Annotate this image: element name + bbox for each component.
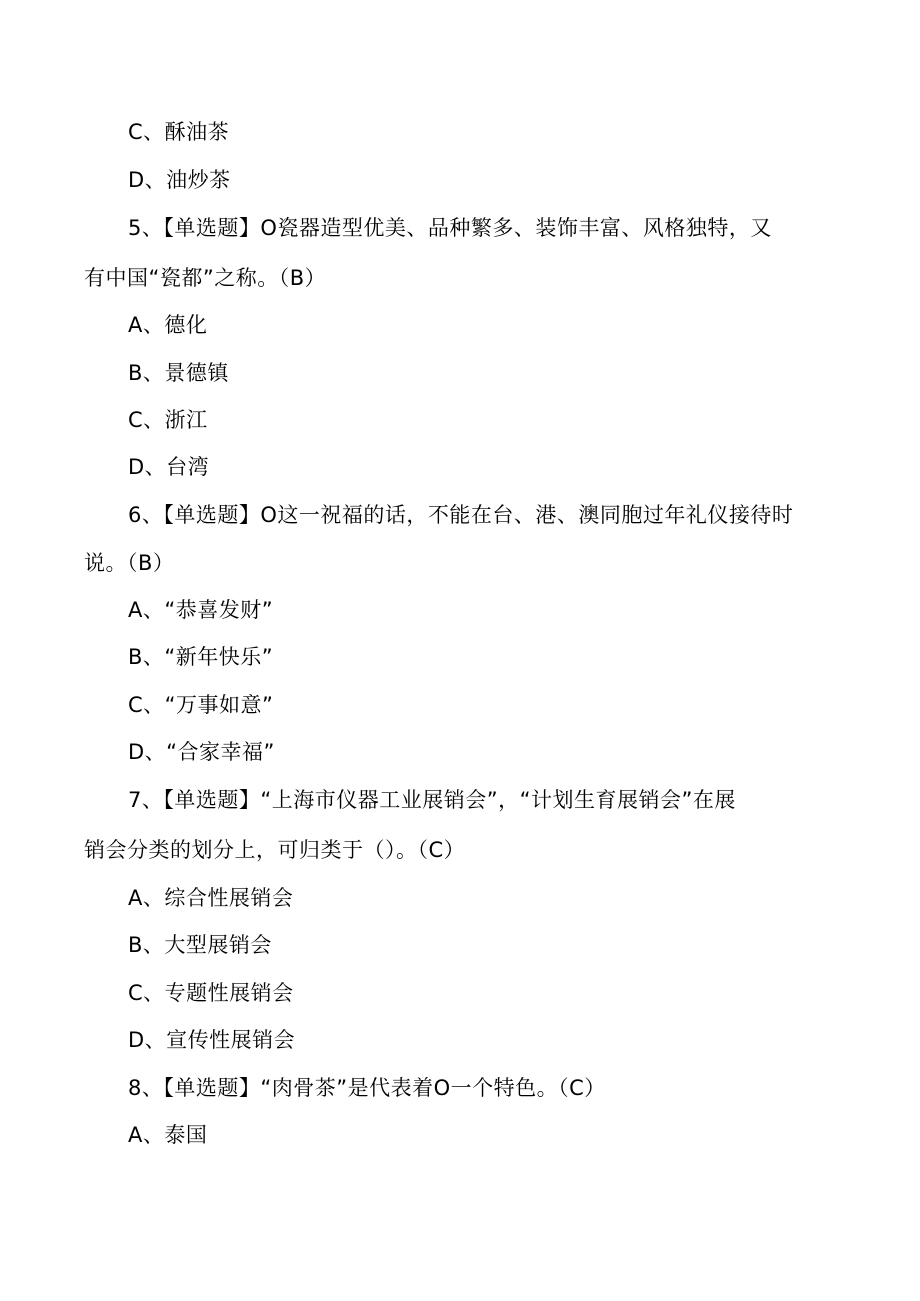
option-b-q7: B、大型展销会 xyxy=(128,933,272,957)
option-a-q5: A、德化 xyxy=(128,313,208,337)
question-7-line-1: 7、【单选题】“上海市仪器工业展销会”，“计划生育展销会”在展 xyxy=(128,788,736,812)
option-d-q5: D、台湾 xyxy=(128,455,210,479)
option-d-q7: D、宣传性展销会 xyxy=(128,1028,296,1052)
option-c-q6: C、“万事如意” xyxy=(128,693,274,717)
option-d-q4: D、油炒茶 xyxy=(128,168,231,192)
option-c-q5: C、浙江 xyxy=(128,408,208,432)
question-5-line-1: 5、【单选题】O瓷器造型优美、品种繁多、装饰丰富、风格独特，又 xyxy=(128,216,772,240)
option-b-q6: B、“新年快乐” xyxy=(128,645,274,669)
option-a-q8: A、泰国 xyxy=(128,1123,208,1147)
question-6-line-2: 说。（B） xyxy=(84,551,175,575)
question-7-line-2: 销会分类的划分上，可归类于（）。（C） xyxy=(84,838,466,862)
option-c-q7: C、专题性展销会 xyxy=(128,981,294,1005)
question-6-line-1: 6、【单选题】O这一祝福的话，不能在台、港、澳同胞过年礼仪接待时 xyxy=(128,503,794,527)
question-8-line-1: 8、【单选题】“肉骨茶”是代表着O一个特色。（C） xyxy=(128,1076,606,1100)
option-c-q4: C、酥油茶 xyxy=(128,120,230,144)
option-a-q6: A、“恭喜发财” xyxy=(128,598,274,622)
option-a-q7: A、综合性展销会 xyxy=(128,886,294,910)
question-5-line-2: 有中国“瓷都”之称。（B） xyxy=(84,266,327,290)
option-d-q6: D、“合家幸福” xyxy=(128,740,275,764)
option-b-q5: B、景德镇 xyxy=(128,361,229,385)
